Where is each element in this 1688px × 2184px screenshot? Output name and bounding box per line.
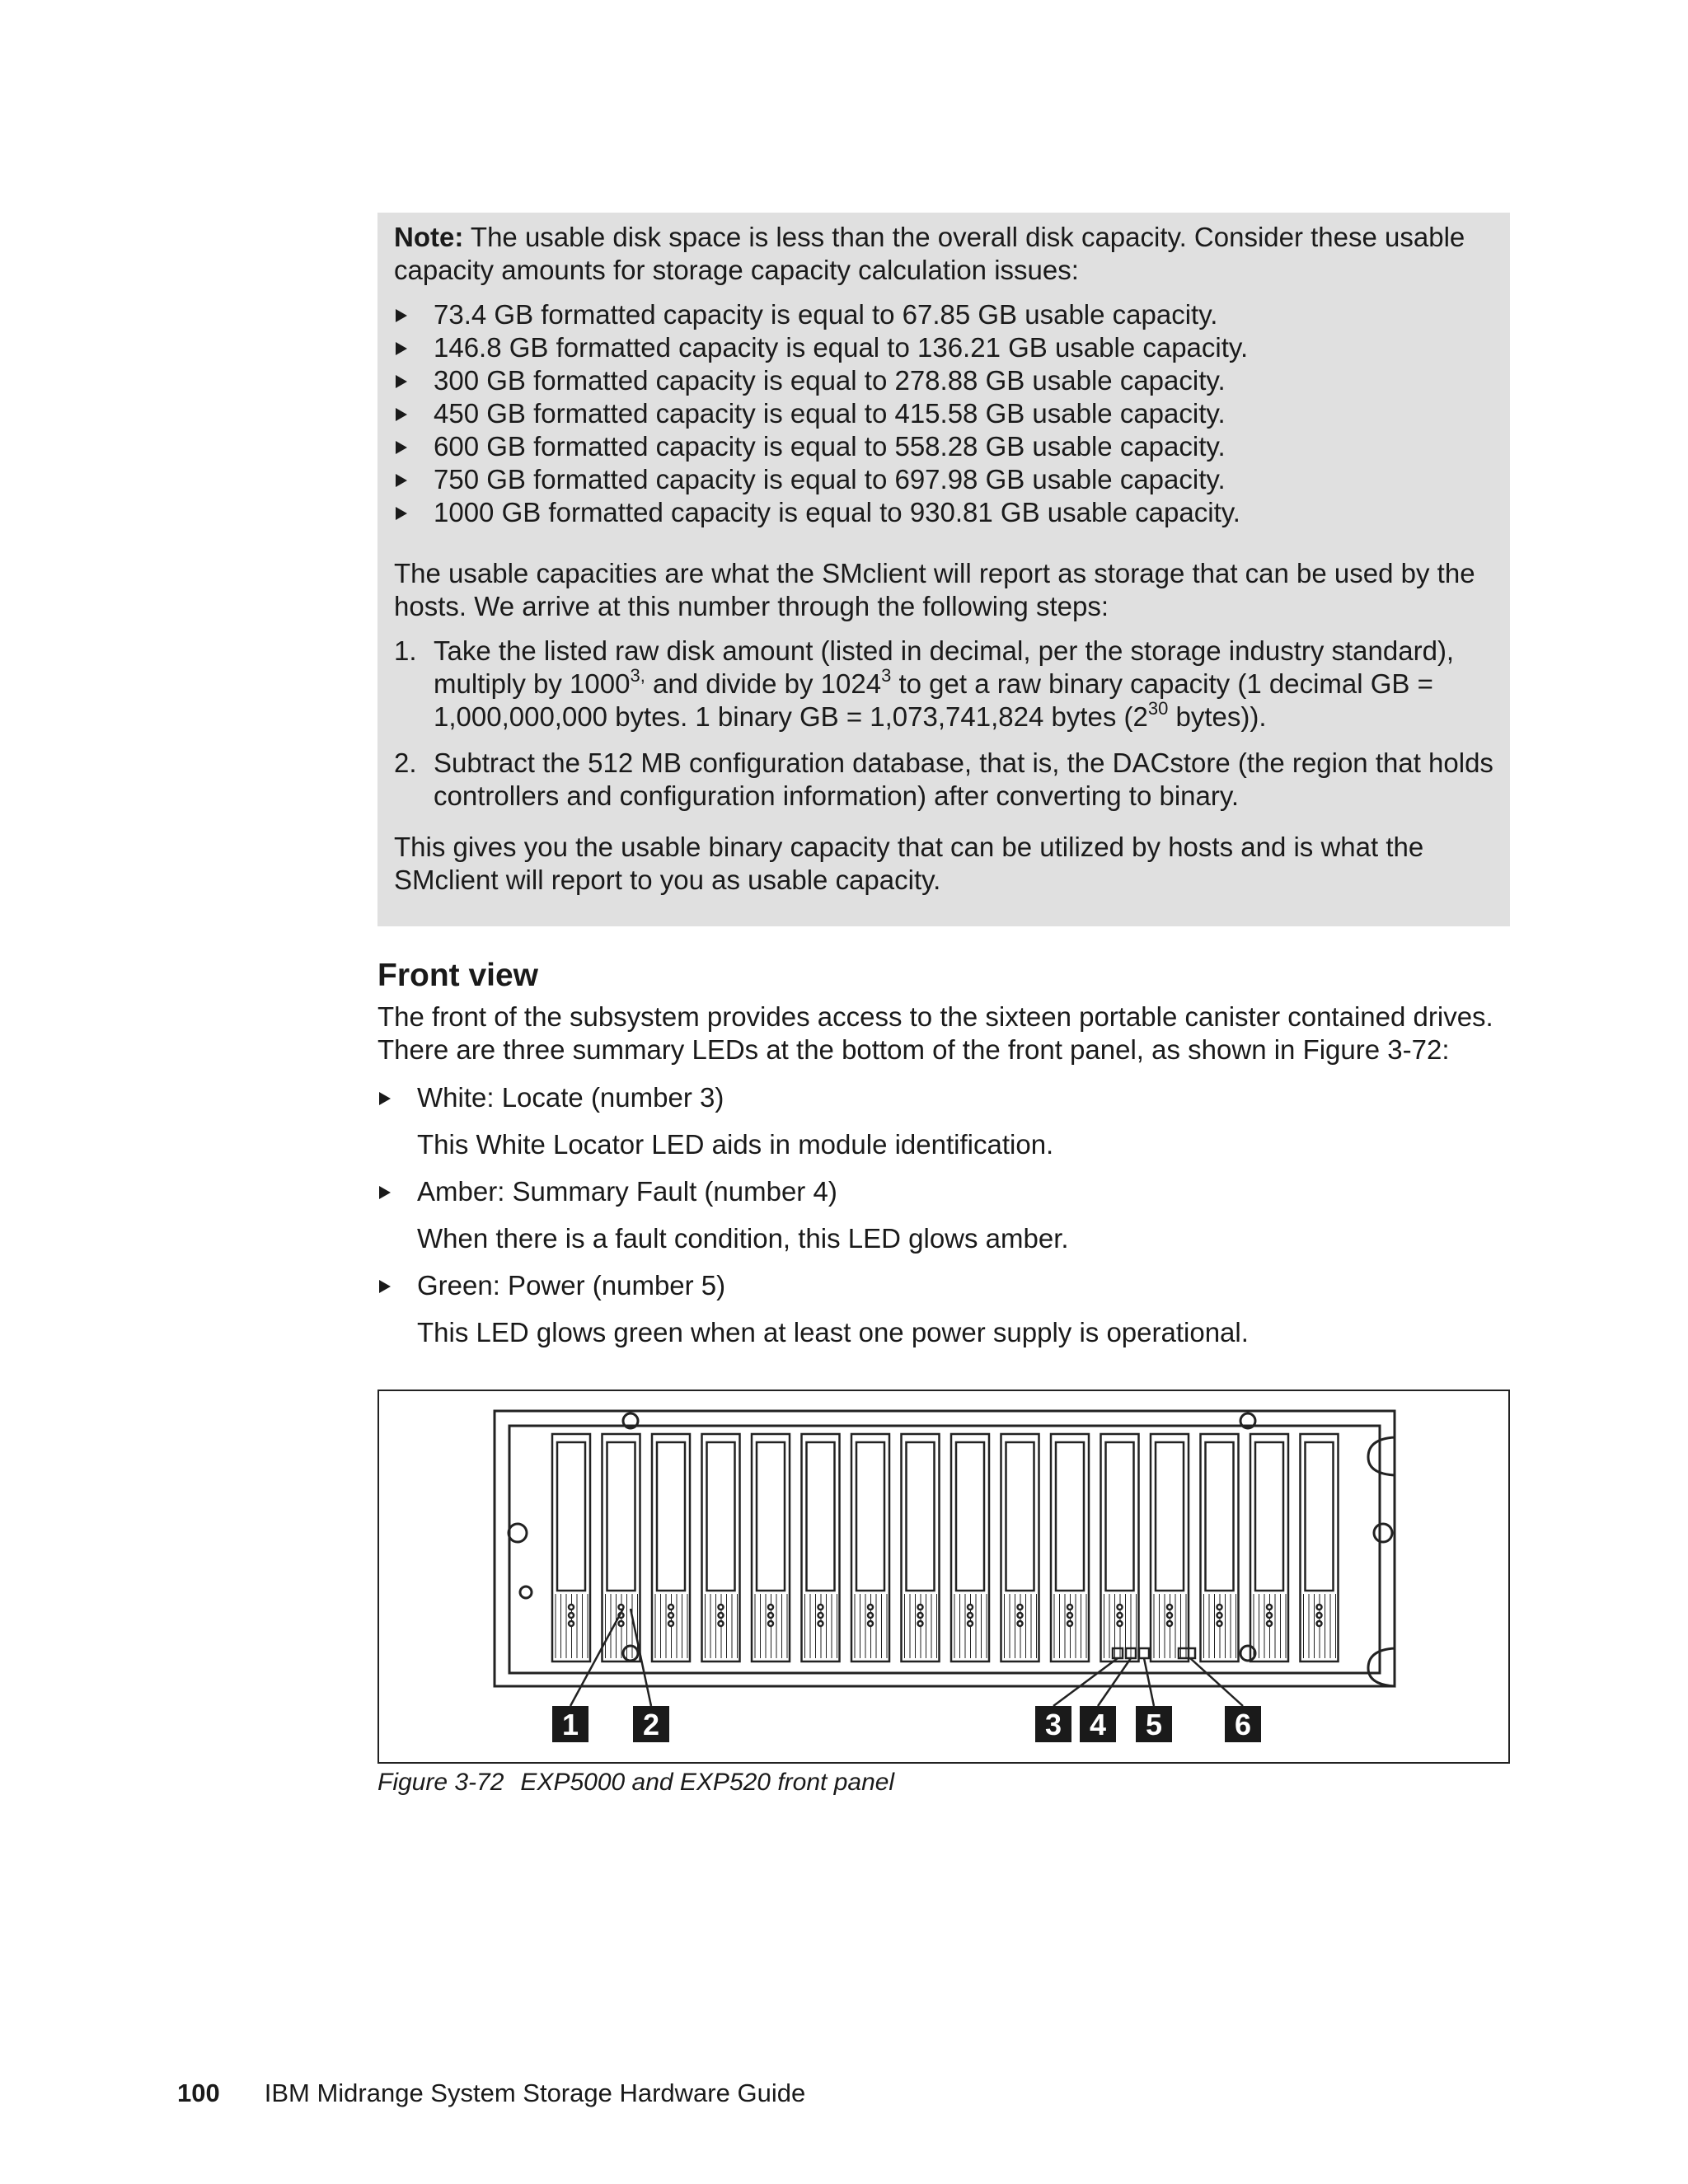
note-box [377,213,1510,926]
led-description: When there is a fault condition, this LED glows amber. [417,1223,1069,1254]
step-item: 1. Take the listed raw disk amount (listed in decimal, per the storage industry standard), multiply by $1000^{3,}$ and divide by 1024$^3$ to get a raw binary capacity (1 decimal GB = 1,000,000,000 bytes. 1 binary GB = 1,073,741,824 bytes ($2^{30}$ bytes)). [394,635,1455,732]
steps-list [394,635,1493,813]
note-paragraph: This gives you the usable binary capacity that can be utilized by hosts and is what the SMclient will report to you as usable capacity. [394,832,1424,895]
svg-text:3: 3 [1044,1708,1062,1741]
section-title: Front view [377,958,539,993]
drive-bay [1201,1434,1239,1661]
drive-bay [851,1434,889,1661]
callout-3 [1035,1706,1071,1742]
svg-text:5: 5 [1145,1708,1163,1741]
front-panel-diagram [379,1391,1512,1765]
drive-bay [1301,1434,1339,1661]
drive-bay [902,1434,940,1661]
drive-bay [951,1434,989,1661]
note-label: Note: [394,222,464,252]
svg-text:6: 6 [1234,1708,1252,1741]
bullet-icon [379,1186,391,1199]
bullet-icon [379,1280,391,1293]
svg-text:1: 1 [561,1708,579,1741]
callout-5 [1136,1706,1172,1742]
drive-bay [702,1434,740,1661]
callout-6 [1225,1706,1261,1742]
svg-text:4: 4 [1089,1708,1107,1741]
section-intro: The front of the subsystem provides access to the sixteen portable canister contained drives. There are three summary LEDs at the bottom of the front panel, as shown in Figure 3-72: [377,1001,1493,1065]
list-item: 146.8 GB formatted capacity is equal to 136.21 GB usable capacity. [394,331,1493,364]
list-item: 450 GB formatted capacity is equal to 415.58 GB usable capacity. [394,397,1493,430]
drive-bay [752,1434,790,1661]
callout-1 [552,1706,588,1742]
figure-front-panel [377,1390,1510,1764]
note-intro: Note: The usable disk space is less than the overall disk capacity. Consider these usable capacity amounts for storage capacity calculation issues: [394,222,1465,285]
drive-bay [1101,1434,1139,1661]
figure-caption: Figure 3-72 EXP5000 and EXP520 front panel [377,1769,895,1796]
list-item: 750 GB formatted capacity is equal to 697.98 GB usable capacity. [394,463,1493,496]
list-item: White: Locate (number 3) [377,1081,724,1114]
capacity-list [394,298,1493,529]
list-item: 600 GB formatted capacity is equal to 558.28 GB usable capacity. [394,430,1493,463]
page-footer [177,2079,805,2108]
list-item: 300 GB formatted capacity is equal to 278.88 GB usable capacity. [394,364,1493,397]
svg-text:2: 2 [642,1708,660,1741]
led-description: This White Locator LED aids in module identification. [417,1129,1054,1160]
book-title: IBM Midrange System Storage Hardware Guide [264,2079,806,2107]
callout-4 [1080,1706,1116,1742]
page-number: 100 [177,2079,220,2107]
list-item: Green: Power (number 5) [377,1269,725,1302]
note-paragraph: The usable capacities are what the SMclient will report as storage that can be used by the hosts. We arrive at this number through the following steps: [394,558,1475,621]
drive-bay [552,1434,590,1661]
list-item: Amber: Summary Fault (number 4) [377,1175,837,1208]
led-description: This LED glows green when at least one power supply is operational. [417,1317,1249,1347]
drive-bay [652,1434,690,1661]
callout-2 [633,1706,669,1742]
drive-bay [1250,1434,1288,1661]
drive-bay [1001,1434,1039,1661]
bullet-icon [379,1092,391,1105]
drive-bay [802,1434,840,1661]
list-item: 73.4 GB formatted capacity is equal to 67.85 GB usable capacity. [394,298,1493,331]
drive-bay [1051,1434,1089,1661]
drive-bay [1151,1434,1189,1661]
step-item: 2. Subtract the 512 MB configuration database, that is, the DACstore (the region that holds controllers and configuration information) after converting to binary. [394,748,1493,811]
list-item: 1000 GB formatted capacity is equal to 930.81 GB usable capacity. [394,496,1493,529]
